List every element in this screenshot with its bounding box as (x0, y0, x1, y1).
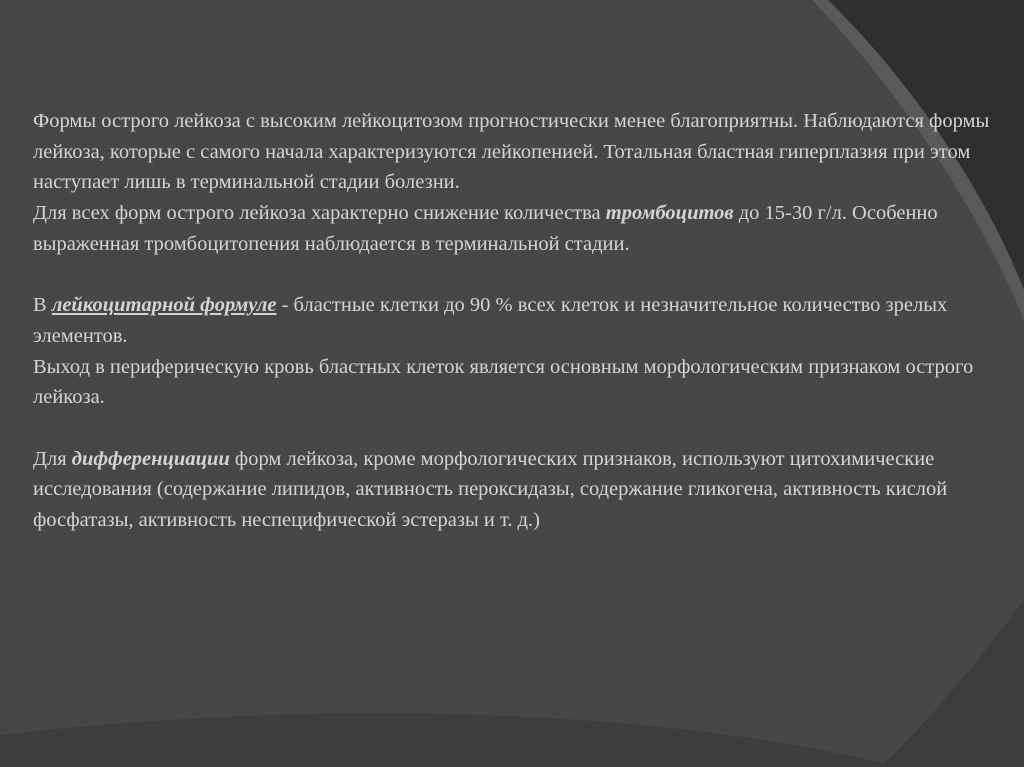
background-arc-bottom (0, 713, 900, 767)
paragraph-gap (33, 260, 993, 291)
paragraph-2-text-b: до 15-30 г/л. Особенно выраженная тромбоцитопения наблюдается в терминальной стадии. (33, 202, 938, 255)
paragraph-5-text-b: форм лейкоза, кроме морфологических признаков, используют цитохимические исследования (содержание липидов, активность пероксидазы, содержание гликогена, активность кислой фосфатазы, активность неспецифической эстеразы и т. д.) (33, 447, 948, 532)
paragraph-5 (33, 444, 993, 536)
slide-text-body (33, 106, 993, 536)
paragraph-gap (33, 413, 993, 444)
paragraph-1-text: Формы острого лейкоза с высоким лейкоцитозом прогностически менее благоприятны. Наблюдаются формы лейкоза, которые с самого начала характеризуются лейкопенией. Тотальная бластная гиперплазия при этом наступает лишь в терминальной стадии болезни. (33, 110, 990, 194)
paragraph-4 (33, 352, 993, 413)
paragraph-2-text-a: Для всех форм острого лейкоза характерно снижение количества (33, 202, 606, 225)
paragraph-5-text-a: Для (33, 447, 72, 470)
paragraph-3-text-b: - бластные клетки до 90 % всех клеток и незначительное количество зрелых элементов. (33, 294, 948, 347)
term-thrombocytes: тромбоцитов (605, 202, 734, 225)
background-arc-bottom-right (880, 600, 1024, 767)
term-differentiation: дифференциации (71, 447, 230, 470)
term-leukocyte-formula: лейкоцитарной формуле (51, 294, 277, 317)
paragraph-2 (33, 198, 993, 259)
paragraph-3-text-a: В (33, 294, 52, 317)
paragraph-3 (33, 290, 993, 351)
paragraph-4-text: Выход в периферическую кровь бластных клеток является основным морфологическим признаком острого лейкоза. (33, 355, 974, 409)
paragraph-1 (33, 106, 993, 198)
